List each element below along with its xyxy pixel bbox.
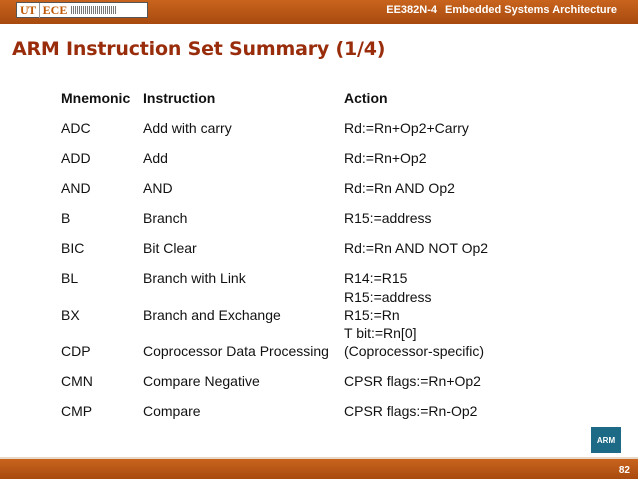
- mnemonic-cell: BL: [61, 270, 79, 286]
- footer-bar: [0, 459, 638, 479]
- mnemonic-cell: B: [61, 210, 71, 226]
- mnemonic-cell: BX: [61, 307, 80, 323]
- ut-ece-logo: [16, 2, 148, 18]
- instruction-cell: Branch: [143, 210, 188, 226]
- mnemonic-cell: ADC: [61, 120, 91, 136]
- action-cell: CPSR flags:=Rn+Op2: [344, 373, 481, 389]
- instruction-cell: Branch with Link: [143, 270, 246, 286]
- logo-ece-text: ECE: [39, 3, 68, 18]
- action-cell: (Coprocessor-specific): [344, 343, 485, 359]
- header-mnemonic: Mnemonic: [61, 90, 131, 106]
- mnemonic-cell: AND: [61, 180, 91, 196]
- action-cell: R15:=address: [344, 210, 432, 226]
- instruction-cell: Branch and Exchange: [143, 307, 281, 323]
- action-cell: R15:=address: [344, 289, 432, 305]
- action-cell: R15:=Rn: [344, 307, 400, 323]
- logo-ut-text: UT: [20, 2, 36, 17]
- instruction-cell: AND: [143, 180, 173, 196]
- mnemonic-cell: CMP: [61, 403, 93, 419]
- instruction-cell: Compare Negative: [143, 373, 260, 389]
- action-cell: R14:=R15: [344, 270, 408, 286]
- course-code: EE382N-4: [386, 4, 438, 16]
- header-action: Action: [344, 90, 388, 106]
- instruction-cell: Coprocessor Data Processing: [143, 343, 329, 359]
- action-cell: Rd:=Rn+Op2+Carry: [344, 120, 469, 136]
- mnemonic-cell: CMN: [61, 373, 93, 389]
- course-header: [386, 4, 617, 16]
- course-name: Embedded Systems Architecture: [445, 4, 617, 16]
- action-cell: Rd:=Rn AND Op2: [344, 180, 455, 196]
- mnemonic-cell: BIC: [61, 240, 85, 256]
- action-cell: Rd:=Rn+Op2: [344, 150, 427, 166]
- action-cell: T bit:=Rn[0]: [344, 325, 417, 341]
- instruction-cell: Compare: [143, 403, 201, 419]
- arm-logo: ARM: [591, 427, 621, 453]
- action-cell: CPSR flags:=Rn-Op2: [344, 403, 478, 419]
- mnemonic-cell: CDP: [61, 343, 91, 359]
- slide-title: ARM Instruction Set Summary (1/4): [12, 38, 386, 60]
- logo-stripe: [71, 6, 117, 14]
- instruction-cell: Bit Clear: [143, 240, 197, 256]
- action-cell: Rd:=Rn AND NOT Op2: [344, 240, 489, 256]
- mnemonic-cell: ADD: [61, 150, 91, 166]
- page-number: 82: [618, 465, 630, 476]
- instruction-cell: Add with carry: [143, 120, 232, 136]
- instruction-cell: Add: [143, 150, 168, 166]
- header-instruction: Instruction: [143, 90, 216, 106]
